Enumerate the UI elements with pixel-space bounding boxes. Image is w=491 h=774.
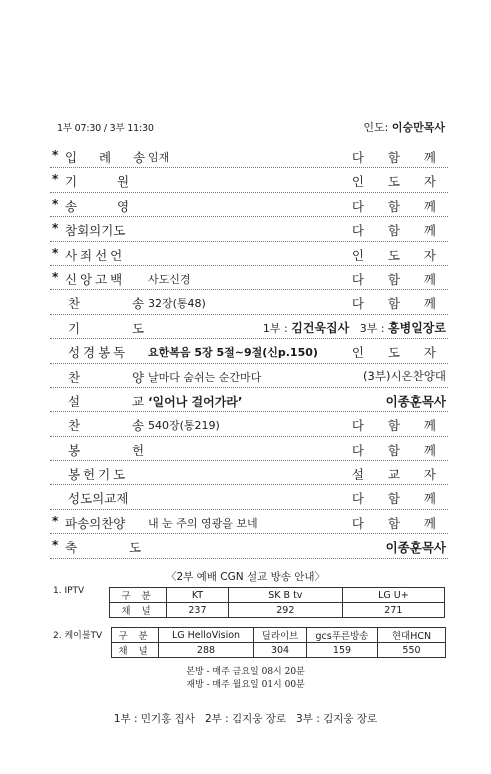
- item-person: 인 도 자: [351, 174, 446, 190]
- item-title: 기 원: [65, 174, 139, 190]
- item-person: 다 함 께: [351, 223, 446, 239]
- order-row: [50, 534, 448, 558]
- order-row: [50, 290, 448, 314]
- order-row: [50, 461, 448, 485]
- table-cell: 271: [342, 603, 444, 618]
- order-row: [50, 339, 448, 363]
- prayer-1-name: 김건욱집사: [291, 320, 350, 335]
- rerun-note: 재방 - 매주 월요일 01시 00분: [186, 680, 305, 690]
- item-person: 다 함 께: [351, 150, 446, 165]
- order-row: [50, 437, 448, 461]
- table-cell: 288: [159, 643, 254, 658]
- order-row: [50, 217, 448, 241]
- order-row: [50, 144, 448, 168]
- stand-marker: *: [52, 269, 59, 284]
- order-row: [50, 412, 448, 436]
- order-row: [50, 485, 448, 509]
- item-content: 날마다 숨쉬는 순간마다: [148, 370, 262, 384]
- officiant-name: 이승만목사: [391, 121, 445, 134]
- item-title: 신 앙 고 백: [65, 271, 123, 287]
- item-content: ‘일어나 걸어가라’: [148, 394, 243, 409]
- item-content: 32장(통48): [148, 297, 206, 311]
- iptv-table: [109, 587, 445, 618]
- table-cell: SK B tv: [228, 588, 342, 603]
- item-person: 다 함 께: [351, 418, 446, 434]
- table-row: [110, 603, 445, 618]
- stand-marker: *: [52, 245, 59, 260]
- stand-marker: *: [52, 172, 59, 187]
- stand-marker: *: [52, 148, 59, 162]
- item-person: 인 도 자: [351, 345, 446, 361]
- cable-table: [111, 627, 446, 658]
- table-cell: 550: [378, 643, 446, 658]
- order-row: [50, 510, 448, 534]
- officiant-label: 인도:: [363, 121, 389, 134]
- item-title: 파송의찬양: [65, 515, 126, 531]
- item-person: (3부)시온찬양대: [363, 368, 446, 383]
- table-cell: 237: [167, 603, 229, 618]
- table-cell: 채 널: [110, 603, 167, 618]
- table-row: [112, 628, 446, 643]
- table-cell: 딜라이브: [254, 628, 307, 643]
- item-title: 봉 헌: [68, 442, 154, 458]
- prayer-1-label: 1부 :: [262, 321, 288, 335]
- item-person: 설 교 자: [351, 467, 446, 483]
- stand-marker: *: [52, 538, 59, 553]
- table-cell: LG U+: [342, 588, 444, 603]
- airing-note: 본방 - 매주 금요일 08시 20분: [186, 667, 305, 677]
- item-person: 다 함 께: [351, 296, 446, 312]
- order-row: [50, 242, 448, 266]
- order-row: [50, 193, 448, 217]
- table-row: [112, 643, 446, 658]
- item-content: 임재: [148, 151, 170, 164]
- broadcast-title: 〈2부 예배 CGN 설교 방송 안내〉: [166, 571, 325, 583]
- table-cell: KT: [167, 588, 229, 603]
- order-row: [50, 266, 448, 290]
- item-title: 입 례 송: [65, 150, 155, 165]
- table-cell: 현대HCN: [378, 628, 446, 643]
- cable-label: 2. 케이블TV: [53, 631, 103, 641]
- table-cell: 304: [254, 643, 307, 658]
- item-title: 찬 양: [68, 369, 154, 385]
- stand-marker: *: [52, 513, 59, 528]
- iptv-label: 1. IPTV: [53, 586, 85, 596]
- item-title: 찬 송: [68, 418, 154, 434]
- officiant: [363, 119, 445, 135]
- order-of-worship: [50, 144, 448, 559]
- item-person: 인 도 자: [351, 247, 446, 263]
- order-row: [50, 364, 448, 388]
- table-cell: 구 분: [110, 588, 167, 603]
- service-times: 1부 07:30 / 3부 11:30: [57, 123, 154, 134]
- item-person: 다 함 께: [351, 491, 446, 507]
- prayer-assignment: [263, 319, 446, 336]
- order-row: [50, 388, 448, 412]
- table-cell: 292: [228, 603, 342, 618]
- item-person: 이종훈목사: [385, 540, 446, 556]
- order-row: [50, 315, 448, 339]
- item-content: 요한복음 5장 5절~9절(신p.150): [148, 346, 318, 360]
- choir-leaders: 1부 : 민기홍 집사 2부 : 김지웅 장로 3부 : 김지웅 장로: [113, 713, 378, 725]
- item-title: 사 죄 선 언: [65, 247, 123, 263]
- item-content: 사도신경: [148, 272, 191, 286]
- stand-marker: *: [52, 196, 59, 211]
- order-row: [50, 168, 448, 192]
- item-title: 기 도: [68, 320, 154, 336]
- item-title: 축 도: [65, 540, 151, 556]
- table-cell: 159: [307, 643, 378, 658]
- item-person: 다 함 께: [351, 271, 446, 287]
- prayer-3-label: 3부 :: [359, 321, 385, 335]
- item-title: 송 영: [65, 198, 139, 214]
- table-cell: 채 널: [112, 643, 159, 658]
- item-title: 성도의교제: [68, 491, 129, 507]
- item-title: 찬 송: [68, 296, 154, 312]
- prayer-3-name: 홍병일장로: [388, 320, 446, 335]
- item-title: 봉 헌 기 도: [68, 467, 126, 483]
- item-content: 540장(통219): [148, 419, 220, 433]
- table-row: [110, 588, 445, 603]
- stand-marker: *: [52, 221, 59, 236]
- table-cell: LG HelloVision: [159, 628, 254, 643]
- item-person: 다 함 께: [351, 198, 446, 214]
- table-cell: gcs푸른방송: [307, 628, 378, 643]
- item-title: 설 교: [68, 393, 154, 409]
- item-person: 다 함 께: [351, 442, 446, 458]
- item-title: 참회의기도: [65, 223, 126, 239]
- item-person: 다 함 께: [351, 515, 446, 531]
- item-content: 내 눈 주의 영광을 보네: [148, 516, 258, 530]
- item-person: 이종훈목사: [385, 393, 446, 409]
- table-cell: 구 분: [112, 628, 159, 643]
- item-title: 성 경 봉 독: [68, 345, 126, 361]
